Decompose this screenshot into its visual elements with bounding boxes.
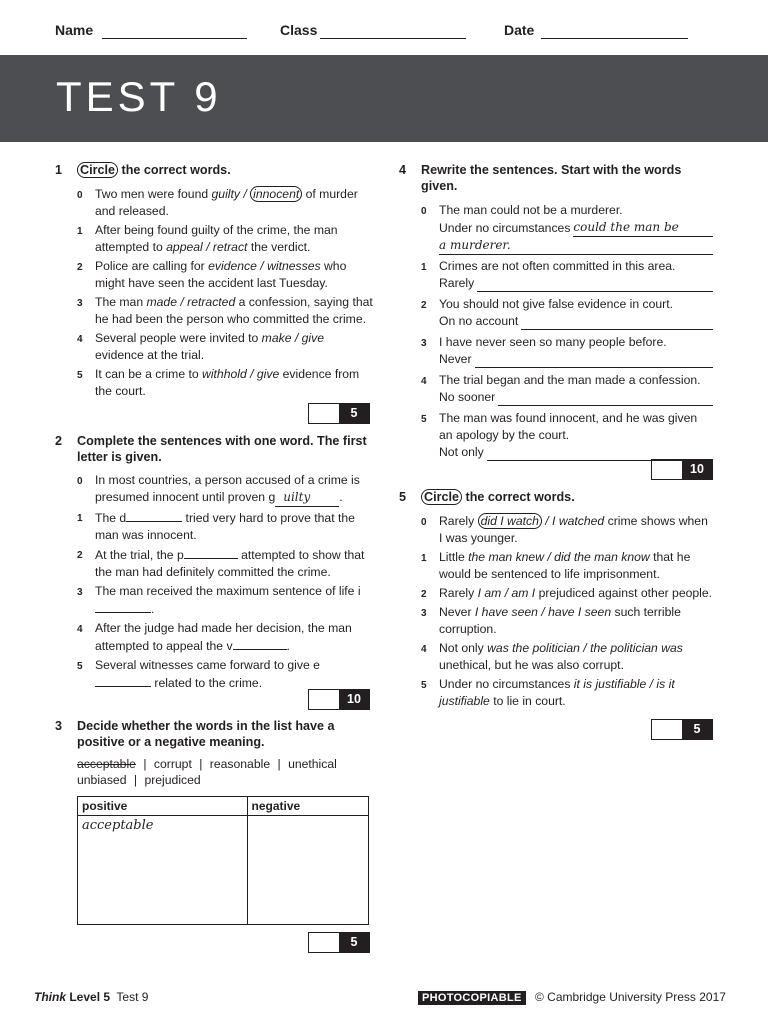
item-text: evidence at the trial. — [95, 348, 205, 362]
item-number: 1 — [421, 553, 427, 564]
score-box[interactable] — [308, 932, 370, 953]
question-number: 2 — [55, 434, 63, 448]
item-number: 5 — [421, 680, 427, 691]
word-used: acceptable — [77, 757, 136, 771]
date-field[interactable] — [541, 38, 688, 39]
score-box[interactable] — [308, 403, 370, 424]
item-text: attempted to show that the man had definitely committed the crime. — [95, 548, 365, 579]
item-text: The man — [95, 295, 147, 309]
question-2-heading — [55, 433, 375, 465]
item-text: Not only — [439, 641, 488, 655]
item-number: 3 — [421, 338, 427, 349]
item-text: such terrible corruption. — [439, 605, 681, 636]
options[interactable]: the man knew / did the man know — [468, 550, 650, 564]
question-instruction: the correct words. — [121, 163, 231, 177]
item-number: 1 — [77, 513, 83, 524]
question-1 — [55, 162, 375, 400]
item-number: 4 — [421, 644, 427, 655]
options[interactable]: appeal / retract — [166, 240, 248, 254]
list-item — [55, 657, 375, 692]
list-item — [399, 604, 713, 638]
positive-cell[interactable] — [78, 816, 248, 925]
item-number: 5 — [421, 414, 427, 425]
question-5-heading — [399, 489, 713, 505]
item-text: who might have seen the accident last Tuesday. — [95, 259, 347, 290]
word: reasonable — [209, 757, 271, 771]
item-number: 4 — [77, 334, 83, 345]
item-number: 2 — [421, 300, 427, 311]
item-number: 2 — [77, 550, 83, 561]
date-label: Date — [504, 22, 535, 38]
item-number: 0 — [421, 206, 427, 217]
option-a-circled[interactable]: did I watch — [478, 513, 542, 529]
item-number: 3 — [77, 298, 83, 309]
list-item — [399, 202, 713, 255]
word: unbiased — [77, 773, 127, 787]
start-words: On no account — [439, 314, 519, 328]
score-total: 10 — [682, 460, 712, 479]
photocopiable-badge: PHOTOCOPIABLE — [418, 991, 526, 1005]
word-list — [55, 756, 375, 788]
divider: | — [199, 757, 203, 771]
answer-line[interactable] — [498, 391, 713, 406]
item-number: 3 — [421, 608, 427, 619]
item-text: to lie in court. — [489, 694, 566, 708]
item-text: It can be a crime to — [95, 367, 203, 381]
item-text: the verdict. — [247, 240, 311, 254]
example-answer: a murderer. — [439, 237, 713, 255]
answer-blank[interactable] — [233, 637, 287, 650]
answer-line[interactable] — [475, 353, 713, 368]
item-text: prejudiced against other people. — [535, 586, 713, 600]
word: prejudiced — [144, 773, 201, 787]
question-5 — [399, 489, 713, 710]
list-item — [399, 676, 713, 710]
list-item — [55, 294, 375, 328]
list-item — [399, 410, 713, 461]
list-item — [399, 640, 713, 674]
list-item — [399, 334, 713, 368]
question-instruction: Rewrite the sentences. Start with the words given. — [421, 163, 682, 193]
start-words: Never — [439, 352, 472, 366]
question-3-heading — [55, 718, 375, 750]
page-title: TEST 9 — [56, 73, 222, 120]
item-text: Several witnesses came forward to give e — [95, 658, 320, 672]
class-label: Class — [280, 22, 318, 38]
item-text: Never — [439, 605, 475, 619]
score-total: 5 — [682, 720, 712, 739]
start-words: Under no circumstances — [439, 221, 571, 235]
name-field[interactable] — [102, 38, 247, 39]
item-text: Two men were found — [95, 187, 212, 201]
item-sentence: The man could not be a murderer. — [439, 203, 623, 217]
item-text: After the judge had made her decision, the man attempted to appeal the v — [95, 621, 352, 653]
options[interactable]: made / retracted — [146, 295, 236, 309]
list-item — [399, 258, 713, 292]
word: corrupt — [153, 757, 192, 771]
start-words: No sooner — [439, 390, 496, 404]
item-text: a confession, saying that he had been the person who committed the crime. — [95, 295, 373, 326]
divider: | — [143, 757, 147, 771]
item-sentence: The man was found innocent, and he was given an apology by the court. — [439, 411, 698, 442]
question-2 — [55, 433, 375, 692]
item-text: that he would be sentenced to life imprisonment. — [439, 550, 691, 581]
score-total: 5 — [339, 404, 369, 423]
list-item — [55, 222, 375, 256]
answer-line[interactable] — [521, 315, 713, 330]
item-number: 4 — [77, 624, 83, 635]
class-field[interactable] — [320, 38, 466, 39]
item-text: Little — [439, 550, 469, 564]
item-number: 0 — [77, 190, 83, 201]
list-item — [55, 546, 375, 581]
question-4-heading — [399, 162, 713, 194]
question-1-heading — [55, 162, 375, 178]
item-text: unethical, but he was also corrupt. — [439, 658, 624, 672]
options[interactable]: I am / am I — [477, 586, 536, 600]
score-total: 10 — [339, 690, 369, 709]
circle-word: Circle — [421, 489, 462, 505]
list-item — [55, 472, 375, 507]
item-number: 0 — [77, 476, 83, 487]
list-item — [399, 296, 713, 330]
item-number: 2 — [421, 589, 427, 600]
item-text: Under no circumstances — [439, 677, 574, 691]
item-text: At the trial, the p — [95, 548, 184, 562]
question-3 — [55, 718, 375, 925]
example-answer: uilty — [275, 489, 339, 507]
list-item — [55, 186, 375, 220]
list-item — [55, 509, 375, 544]
item-number: 5 — [77, 661, 83, 672]
option-b-circled[interactable]: innocent — [250, 186, 302, 202]
footer-book — [34, 990, 148, 1004]
question-instruction: Decide whether the words in the list have a positive or a negative meaning. — [77, 719, 335, 749]
list-item — [399, 372, 713, 406]
positive-header: positive — [78, 797, 248, 816]
item-number: 1 — [77, 226, 83, 237]
answer-blank[interactable] — [95, 600, 151, 613]
option-a[interactable]: guilty — [211, 187, 240, 201]
circle-word: Circle — [77, 162, 118, 178]
negative-cell[interactable] — [247, 816, 369, 925]
item-number: 2 — [77, 262, 83, 273]
score-total: 5 — [339, 933, 369, 952]
negative-header: negative — [247, 797, 369, 816]
item-text: Rarely — [439, 586, 478, 600]
item-number: 3 — [77, 587, 83, 598]
item-number: 1 — [421, 262, 427, 273]
list-item — [399, 549, 713, 583]
name-label: Name — [55, 22, 94, 38]
answer-blank[interactable] — [126, 509, 182, 522]
answer-line[interactable] — [477, 277, 713, 292]
question-instruction: the correct words. — [465, 490, 575, 504]
item-number: 4 — [421, 376, 427, 387]
options[interactable]: I have seen / have I seen — [474, 605, 612, 619]
score-box[interactable] — [308, 689, 370, 710]
option-b[interactable]: I watched — [552, 514, 605, 528]
word: unethical — [288, 757, 337, 771]
example-answer: acceptable — [82, 818, 154, 833]
score-box[interactable] — [651, 719, 713, 740]
list-item — [399, 513, 713, 547]
list-item — [55, 620, 375, 655]
list-item — [55, 583, 375, 618]
positive-negative-table — [77, 796, 369, 925]
item-text: Several people were invited to — [95, 331, 262, 345]
level-label: Level 5 — [69, 990, 111, 1004]
list-item — [55, 366, 375, 400]
option-separator: / — [541, 514, 553, 528]
item-text: of murder and released. — [95, 187, 358, 218]
options[interactable]: withhold / give — [202, 367, 280, 381]
item-text: . — [339, 490, 343, 504]
item-sentence: You should not give false evidence in court. — [439, 297, 673, 311]
item-sentence: The trial began and the man made a confession. — [439, 373, 701, 387]
item-text: After being found guilty of the crime, the man attempted to — [95, 223, 338, 254]
list-item — [55, 258, 375, 292]
item-number: 0 — [421, 517, 427, 528]
divider: | — [133, 773, 138, 787]
item-text: crime shows when I was younger. — [439, 514, 708, 545]
question-number: 3 — [55, 719, 63, 733]
item-sentence: Crimes are not often committed in this area. — [439, 259, 676, 273]
question-number: 4 — [399, 163, 407, 177]
question-4 — [399, 162, 713, 461]
answer-blank[interactable] — [95, 674, 151, 687]
test-label: Test 9 — [116, 990, 149, 1004]
options[interactable]: it is justifiable / is it justifiable — [439, 677, 675, 708]
score-box[interactable] — [651, 459, 713, 480]
example-answer: could the man be — [573, 219, 713, 237]
options[interactable]: make / give — [261, 331, 324, 345]
start-words: Not only — [439, 445, 484, 459]
item-text: tried very hard to prove that the man was innocent. — [95, 511, 355, 542]
start-words: Rarely — [439, 276, 475, 290]
options[interactable]: was the politician / the politician was — [487, 641, 683, 655]
question-number: 1 — [55, 163, 63, 177]
item-text: Police are calling for — [95, 259, 209, 273]
list-item — [399, 585, 713, 602]
student-info-header — [0, 22, 768, 46]
series-name: Think — [34, 990, 66, 1004]
item-text: The man received the maximum sentence of life i — [95, 584, 361, 598]
divider: | — [277, 757, 281, 771]
question-instruction: Complete the sentences with one word. The first letter is given. — [77, 434, 367, 464]
title-banner — [0, 55, 768, 142]
question-number: 5 — [399, 490, 407, 504]
item-sentence: I have never seen so many people before. — [439, 335, 667, 349]
list-item — [55, 330, 375, 364]
answer-blank[interactable] — [184, 546, 238, 559]
item-number: 5 — [77, 370, 83, 381]
item-text: related to the crime. — [151, 676, 263, 690]
item-text: In most countries, a person accused of a crime is presumed innocent until proven g — [95, 473, 360, 504]
item-text: evidence from the court. — [95, 367, 360, 398]
item-text: Rarely — [439, 514, 478, 528]
item-text: The d — [95, 511, 127, 525]
option-separator: / — [239, 187, 251, 201]
footer-rights — [418, 990, 726, 1004]
item-text: . — [286, 639, 290, 653]
copyright: © Cambridge University Press 2017 — [535, 990, 726, 1004]
item-text: . — [151, 602, 155, 616]
options[interactable]: evidence / witnesses — [208, 259, 321, 273]
